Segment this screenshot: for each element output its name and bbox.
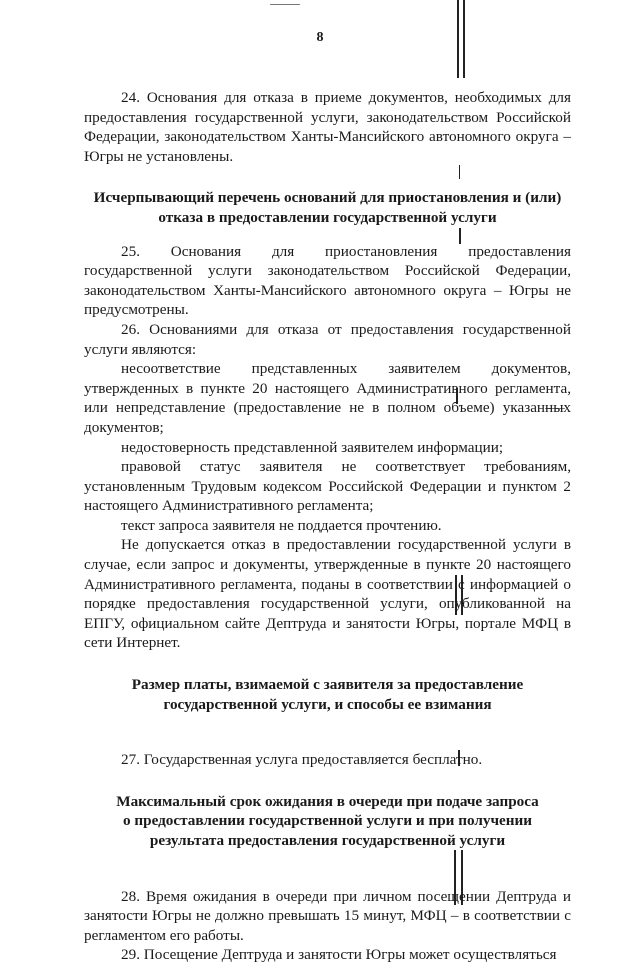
section-heading	[84, 188, 571, 227]
section-heading-line: результата предоставления государственной услуги	[149, 832, 506, 849]
paragraph: 25. Основания для приостановления предоставления государственной услуги законодательством Российской Федерации, законодательством Ханты-Мансийского автономного округа – Югры не предусмотрены.	[84, 242, 571, 319]
paragraph: 28. Время ожидания в очереди при личном посещении Дептруда и занятости Югры не должно превышать 15 минут, МФЦ – в соответствии с регламентом его работы.	[84, 887, 571, 944]
section-heading-line: Максимальный срок ожидания в очереди при подаче запроса	[116, 792, 539, 810]
section-heading	[84, 792, 571, 851]
document-body	[84, 88, 571, 965]
paragraph: правовой статус заявителя не соответствует требованиям, установленным Трудовым кодексом Российской Федерации и пунктом 2 настоящего Административного регламента;	[84, 458, 571, 515]
paragraph: 24. Основания для отказа в приеме документов, необходимых для предоставления государственной услуги, законодательством Российской Федерации, законодательством Ханты-Мансийского автономного округа – Югры не установлены.	[84, 89, 571, 165]
section-heading-line: государственной услуги, и способы ее взимания	[163, 695, 492, 713]
page-number: 8	[316, 30, 324, 45]
paragraph: Не допускается отказ в предоставлении государственной услуги в случае, если запрос и документы, утвержденные в пункте 20 настоящего Административного регламента, поданы в соответствии с информацией о порядке предоставления государственной услуги, опубликованной на ЕПГУ, официальном сайте Дептруда и занятости Югры, портале МФЦ в сети Интернет.	[84, 536, 571, 652]
paragraph: 29. Посещение Дептруда и занятости Югры может осуществляться	[121, 946, 557, 964]
section-heading-line: Размер платы, взимаемой с заявителя за предоставление	[131, 676, 524, 694]
paragraph: 26. Основаниями для отказа от предоставления государственной услуги являются:	[84, 320, 571, 358]
section-heading-line: отказа в предоставлении государственной услуги	[158, 208, 497, 226]
section-heading-line: о предоставлении государственной услуги и при получении	[122, 812, 533, 830]
paragraph: несоответствие представленных заявителем документов, утвержденных в пункте 20 настоящего Административного регламента, или непредставление (предоставление не в полном объеме) указанных документов;	[84, 360, 571, 436]
section-heading-line: Исчерпывающий перечень оснований для приостановления и (или)	[93, 189, 562, 207]
paragraph: текст запроса заявителя не поддается прочтению.	[121, 516, 442, 534]
scan-fold-line	[463, 0, 465, 78]
section-heading	[84, 675, 571, 714]
paragraph: недостоверность представленной заявителем информации;	[121, 438, 504, 456]
paragraph: 27. Государственная услуга предоставляется бесплатно.	[121, 751, 483, 769]
scan-fold-line	[457, 0, 459, 78]
scan-speck	[270, 4, 300, 5]
